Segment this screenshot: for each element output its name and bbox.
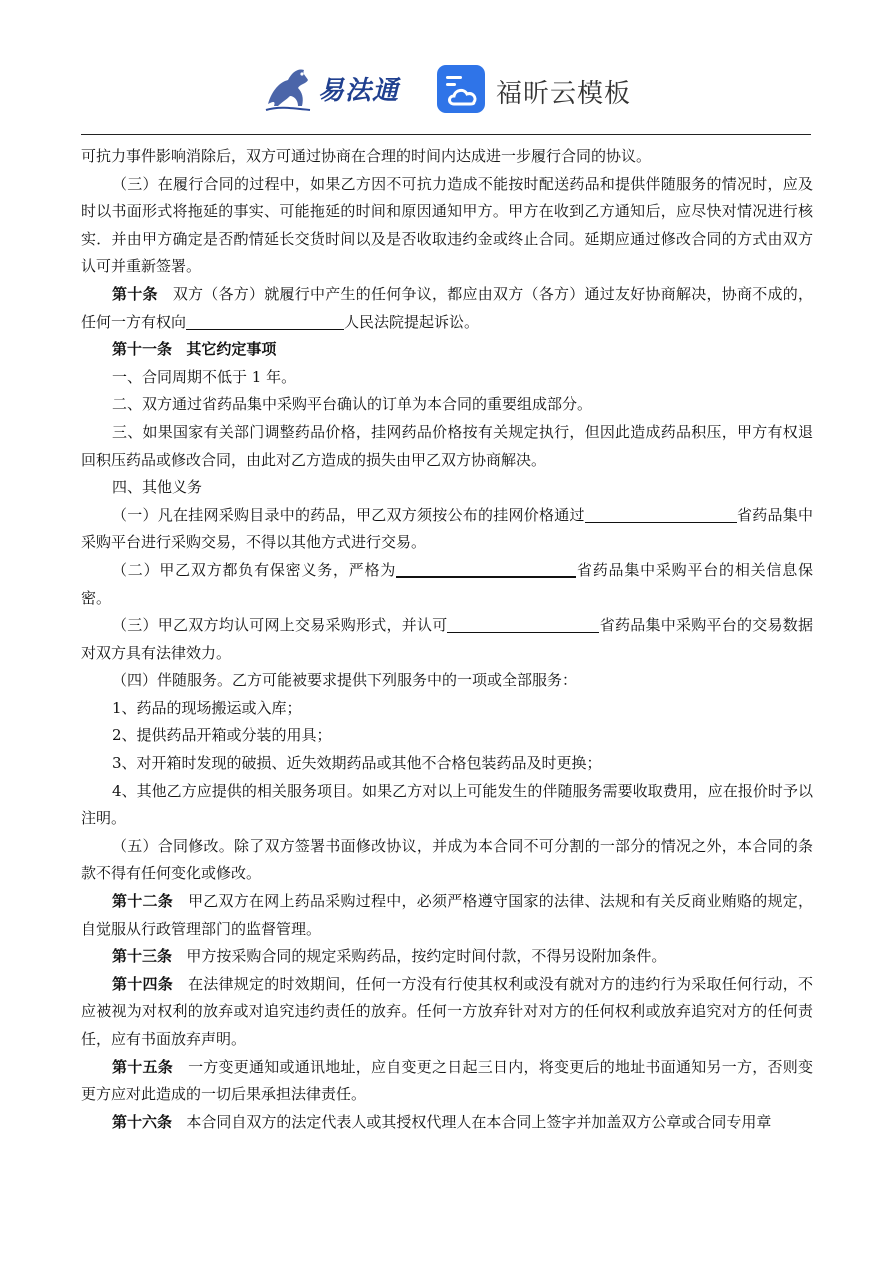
page-header (0, 0, 893, 135)
header-divider (81, 134, 811, 135)
paragraph: 可抗力事件影响消除后，双方可通过协商在合理的时间内达成进一步履行合同的协议。 (81, 147, 652, 165)
foxit-logo-text: 福昕云模板 (496, 79, 632, 109)
sub-item (81, 557, 813, 612)
article-title: 第十一条 (112, 340, 173, 359)
paragraph: （三）在履行合同的过程中，如果乙方因不可抗力造成不能按时配送药品和提供伴随服务的情况时，应及时以书面形式将拖延的事实、可能拖延的时间和原因通知甲方。甲方在收到乙方通知后，应尽快对情况进行核实．并由甲方确定是否酌情延长交货时间以及是否收取违约金或终止合同。延期应通过修改合同的方式由双方认可并重新签署。 (81, 174, 813, 276)
service-item: 2、提供药品开箱或分装的用具； (112, 726, 332, 745)
sub-item-text: 省药品集中采购平台的交易数据对双方具有法律效力。 (81, 616, 813, 662)
article-title: 第十五条 (112, 1057, 173, 1076)
sub-item (81, 612, 813, 667)
document-body (81, 143, 813, 1136)
blank-field[interactable] (186, 312, 344, 330)
blank-field[interactable] (396, 559, 576, 578)
article-title: 第十六条 (112, 1112, 173, 1131)
list-item: 一、合同周期不低于 1 年。 (112, 367, 297, 386)
sub-item-text: 省药品集中采购平台进行采购交易，不得以其他方式进行交易。 (81, 505, 813, 552)
article-title: 第十条 (112, 284, 158, 303)
article-11 (81, 336, 813, 364)
yifatong-logo (262, 60, 412, 116)
sub-item: （四）伴随服务。乙方可能被要求提供下列服务中的一项或全部服务： (112, 671, 578, 690)
sub-item-text: （二）甲乙双方都负有保密义务，严格为 (112, 560, 397, 579)
article-text: 甲方按采购合同的规定采购药品，按约定时间付款，不得另设附加条件。 (186, 947, 667, 966)
list-item: 三、如果国家有关部门调整药品价格，挂网药品价格按有关规定执行，但因此造成药品积压，甲方有权退回积压药品或修改合同，由此对乙方造成的损失由甲乙双方协商解决。 (81, 422, 813, 469)
article-15 (81, 1054, 813, 1109)
article-heading: 其它约定事项 (186, 340, 277, 359)
article-title: 第十三条 (112, 947, 173, 966)
list-item: 二、双方通过省药品集中采购平台确认的订单为本合同的重要组成部分。 (112, 395, 593, 414)
list-item: 四、其他义务 (112, 478, 203, 497)
article-10 (81, 281, 813, 336)
article-title: 第十二条 (112, 892, 173, 911)
sub-item: （五）合同修改。除了双方签署书面修改协议，并成为本合同不可分割的一部分的情况之外，本合同的条款不得有任何变化或修改。 (81, 836, 813, 883)
article-16 (81, 1109, 813, 1137)
foxit-cloud-template-logo (436, 64, 646, 116)
article-title: 第十四条 (112, 974, 173, 993)
horse-emblem-icon (262, 60, 318, 116)
article-text: 双方（各方）就履行中产生的任何争议，都应由双方（各方）通过友好协商解决，协商不成的，任何一方有权向 (81, 284, 813, 331)
article-text: 在法律规定的时效期间，任何一方没有行使其权利或没有就对方的违约行为采取任何行动，不应被视为对权利的放弃或对追究违约责任的放弃。任何一方放弃针对对方的任何权利或放弃追究对方的任何责任，应有书面放弃声明。 (81, 974, 813, 1048)
article-text: 人民法院提起诉讼。 (344, 312, 480, 331)
blank-field[interactable] (585, 505, 737, 523)
sub-item (81, 502, 813, 557)
article-text: 一方变更通知或通讯地址，应自变更之日起三日内，将变更后的地址书面通知另一方，否则变更方应对此造成的一切后果承担法律责任。 (81, 1057, 813, 1104)
service-item: 1、药品的现场搬运或入库； (112, 698, 302, 717)
article-12 (81, 888, 813, 943)
article-13 (81, 943, 813, 971)
article-text: 甲乙双方在网上药品采购过程中，必须严格遵守国家的法律、法规和有关反商业贿赂的规定，自觉服从行政管理部门的监督管理。 (81, 892, 813, 938)
cloud-document-icon (436, 64, 486, 114)
sub-item-text: 省药品集中采购平台的相关信息保密。 (81, 560, 813, 607)
sub-item-text: （一）凡在挂网采购目录中的药品，甲乙双方须按公布的挂网价格通过 (112, 505, 585, 524)
sub-item-text: （三）甲乙双方均认可网上交易采购形式，并认可 (112, 616, 448, 635)
yifatong-logo-text: 易法通 (318, 76, 400, 106)
article-14 (81, 971, 813, 1054)
blank-field[interactable] (447, 615, 599, 633)
article-text: 本合同自双方的法定代表人或其授权代理人在本合同上签字并加盖双方公章或合同专用章 (186, 1112, 772, 1131)
service-item: 4、其他乙方应提供的相关服务项目。如果乙方对以上可能发生的伴随服务需要收取费用，应在报价时予以注明。 (81, 781, 813, 828)
service-item: 3、对开箱时发现的破损、近失效期药品或其他不合格包装药品及时更换； (112, 754, 602, 773)
